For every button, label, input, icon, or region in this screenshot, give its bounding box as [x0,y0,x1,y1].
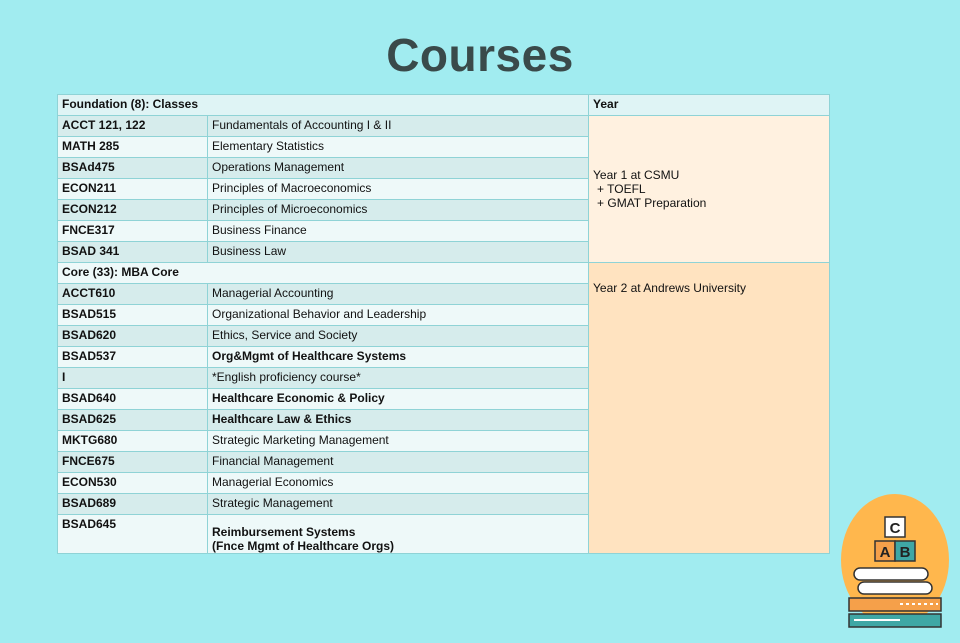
course-code: BSAD537 [58,347,208,368]
course-name: Managerial Economics [208,473,589,494]
course-code: ECON211 [58,179,208,200]
year2-label: Year 2 at Andrews University [593,281,746,295]
course-code: ECON530 [58,473,208,494]
course-name: Org&Mgmt of Healthcare Systems [208,347,589,368]
course-code: BSAD620 [58,326,208,347]
course-name [208,515,589,554]
course-code: MKTG680 [58,431,208,452]
table-row [58,116,830,137]
year-header: Year [589,95,830,116]
course-name-line2: (Fnce Mgmt of Healthcare Orgs) [212,539,395,553]
course-code: BSAD640 [58,389,208,410]
block-b-letter: B [899,544,911,561]
course-code: BSAD689 [58,494,208,515]
course-name: Healthcare Economic & Policy [208,389,589,410]
course-name: Ethics, Service and Society [208,326,589,347]
course-name: *English proficiency course* [208,368,589,389]
course-code: I [58,368,208,389]
course-name: Principles of Macroeconomics [208,179,589,200]
course-code: BSAD625 [58,410,208,431]
course-name: Strategic Marketing Management [208,431,589,452]
foundation-header: Foundation (8): Classes [58,95,589,116]
course-code: BSAD 341 [58,242,208,263]
year1-label: Year 1 at CSMU [593,168,680,182]
course-code: ACCT 121, 122 [58,116,208,137]
block-c-letter: C [889,520,901,537]
core-header-row [58,263,830,284]
abc-books-icon [840,494,950,634]
course-name: Elementary Statistics [208,137,589,158]
course-name: Strategic Management [208,494,589,515]
core-header: Core (33): MBA Core [58,263,589,284]
course-code: ECON212 [58,200,208,221]
course-name: Business Law [208,242,589,263]
page-title: Courses [386,29,574,81]
course-code: BSAd475 [58,158,208,179]
courses-table [57,94,830,554]
course-code: FNCE675 [58,452,208,473]
course-code: BSAD645 [58,515,208,554]
course-name: Business Finance [208,221,589,242]
course-name: Operations Management [208,158,589,179]
course-name: Principles of Microeconomics [208,200,589,221]
year1-gmat: + GMAT Preparation [597,196,707,210]
year1-toefl: + TOEFL [597,182,646,196]
book-white-top [854,568,928,580]
book-orange [849,598,941,611]
course-code: BSAD515 [58,305,208,326]
block-a-letter: A [879,544,891,561]
course-code: FNCE317 [58,221,208,242]
course-name: Managerial Accounting [208,284,589,305]
course-name-line1: Reimbursement Systems [212,525,356,539]
table-header-row [58,95,830,116]
course-name: Healthcare Law & Ethics [208,410,589,431]
book-white [858,582,932,594]
year2-cell [589,263,830,554]
course-name: Fundamentals of Accounting I & II [208,116,589,137]
course-code: MATH 285 [58,137,208,158]
year1-cell [589,116,830,263]
course-name: Financial Management [208,452,589,473]
course-name: Organizational Behavior and Leadership [208,305,589,326]
course-code: ACCT610 [58,284,208,305]
